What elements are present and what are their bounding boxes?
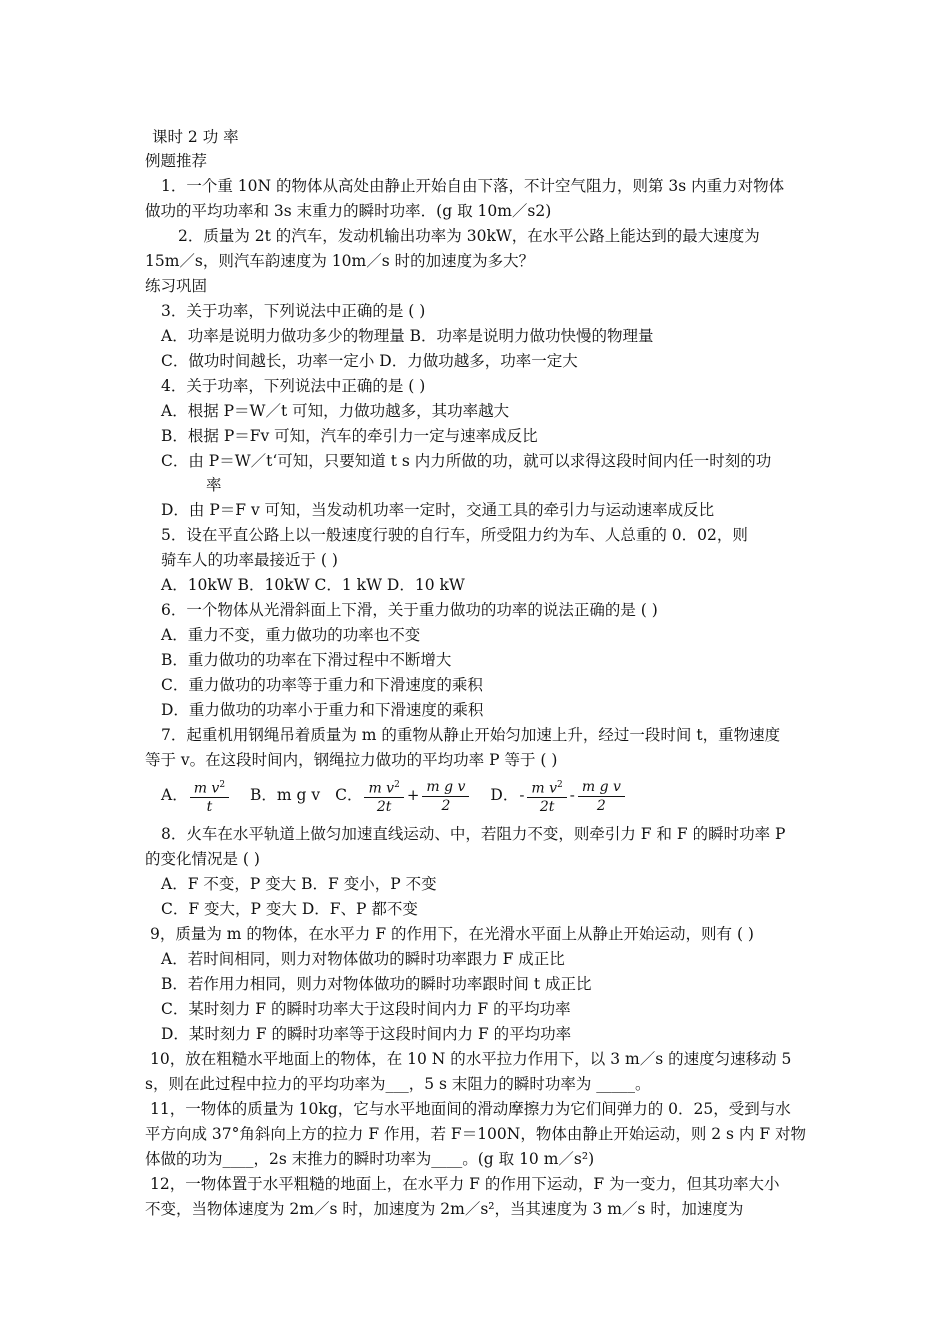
q6-stem: 6．一个物体从光滑斜面上下滑，关于重力做功的功率的说法正确的是 ( )	[161, 601, 658, 619]
q8-stem-2: 的变化情况是 ( )	[145, 850, 260, 868]
q7-option-a: A． $\frac{m v^2}{t}$	[161, 774, 231, 816]
q9-option-d: D．某时刻力 F 的瞬时功率等于这段时间内力 F 的平均功率	[161, 1025, 572, 1043]
q3-options-ab: A．功率是说明力做功多少的物理量 B．功率是说明力做功快慢的物理量	[161, 327, 654, 345]
section-heading-examples: 例题推荐	[145, 152, 208, 170]
q8-options-ab: A．F 不变，P 变大 B．F 变小，P 不变	[161, 875, 437, 893]
q11-line-1: 11，一物体的质量为 10kg，它与水平地面间的滑动摩擦力为它们间弹力的 0．25，受到与水	[150, 1100, 791, 1118]
q4-option-a: A．根据 P＝W／t 可知，力做功越多，其功率越大	[161, 402, 510, 420]
q10-line-1: 10，放在粗糙水平地面上的物体，在 10 N 的水平拉力作用下，以 3 m／s 的速度匀速移动 5	[150, 1050, 792, 1068]
lesson-title: 课时 2 功 率	[152, 128, 239, 146]
q6-option-d: D．重力做功的功率小于重力和下滑速度的乘积	[161, 701, 484, 719]
q11-line-2: 平方向成 37°角斜向上方的拉力 F 作用，若 F＝100N，物体由静止开始运动，则 2 s 内 F 对物	[145, 1125, 807, 1143]
q1-line-1: 1．一个重 10N 的物体从高处由静止开始自由下落，不计空气阻力，则第 3s 内重力对物体	[161, 177, 785, 195]
q7-stem-1: 7．起重机用钢绳吊着质量为 m 的重物从静止开始匀加速上升，经过一段时间 t，重物速度	[161, 726, 781, 744]
q9-option-b: B．若作用力相同，则力对物体做功的瞬时功率跟时间 t 成正比	[161, 975, 592, 993]
q9-option-c: C．某时刻力 F 的瞬时功率大于这段时间内力 F 的平均功率	[161, 1000, 571, 1018]
q7-option-b: B．m g v	[250, 786, 321, 804]
q12-line-1: 12，一物体置于水平粗糙的地面上，在水平力 F 的作用下运动，F 为一变力，但其功率大小	[150, 1175, 780, 1193]
q12-line-2: 不变，当物体速度为 2m／s 时，加速度为 2m／s²，当其速度为 3 m／s 时，加速度为	[145, 1200, 744, 1218]
q9-option-a: A．若时间相同，则力对物体做功的瞬时功率跟力 F 成正比	[161, 950, 565, 968]
q4-option-b: B．根据 P＝Fv 可知，汽车的牵引力一定与速率成反比	[161, 427, 538, 445]
q4-option-d: D．由 P＝F v 可知，当发动机功率一定时，交通工具的牵引力与运动速率成反比	[161, 501, 715, 519]
q2-line-1: 2．质量为 2t 的汽车，发动机输出功率为 30kW，在水平公路上能达到的最大速度为	[178, 227, 760, 245]
q7-option-c: C． $\frac{m v^2}{2t}$ + $\frac{\text{m g v}}{2}$	[335, 774, 471, 816]
q8-options-cd: C．F 变大，P 变大 D．F、P 都不变	[161, 900, 418, 918]
section-heading-practice: 练习巩固	[145, 277, 208, 295]
q9-stem: 9，质量为 m 的物体，在水平力 F 的作用下，在光滑水平面上从静止开始运动，则有 ( )	[150, 925, 754, 943]
q8-stem-1: 8．火车在水平轨道上做匀加速直线运动、中，若阻力不变，则牵引力 F 和 F 的瞬时功率 P	[161, 825, 786, 843]
q6-option-b: B．重力做功的功率在下滑过程中不断增大	[161, 651, 452, 669]
q5-stem-2: 骑车人的功率最接近于 ( )	[161, 551, 338, 569]
q3-stem: 3．关于功率，下列说法中正确的是 ( )	[161, 302, 426, 320]
q6-option-c: C．重力做功的功率等于重力和下滑速度的乘积	[161, 676, 483, 694]
q3-options-cd: C．做功时间越长，功率一定小 D．力做功越多，功率一定大	[161, 352, 578, 370]
q7-options	[161, 774, 627, 816]
q4-option-c: C．由 P＝W／t‘可知，只要知道 t s 内力所做的功，就可以求得这段时间内任一时刻的功	[161, 452, 772, 470]
fraction-a: $\frac{m v^2}{t}$	[190, 776, 229, 817]
q11-line-3: 体做的功为____，2s 末推力的瞬时功率为____。(g 取 10 m／s²)	[145, 1150, 595, 1168]
q2-line-2: 15m／s，则汽车韵速度为 10m／s 时的加速度为多大？	[145, 252, 535, 270]
q6-option-a: A．重力不变，重力做功的功率也不变	[161, 626, 421, 644]
q4-stem: 4．关于功率，下列说法中正确的是 ( )	[161, 377, 426, 395]
q7-option-d: D．- $\frac{m v^2}{2t}$ - $\frac{\text{m g v}}{2}$	[490, 774, 627, 816]
q7-stem-2: 等于 v。在这段时间内，钢绳拉力做功的平均功率 P 等于 ( )	[145, 751, 558, 769]
q5-stem-1: 5．设在平直公路上以一般速度行驶的自行车，所受阻力约为车、人总重的 0．02，则	[161, 526, 748, 544]
q4-option-c-cont: 率	[206, 476, 222, 494]
q5-options: A．10kW B．10kW C．1 kW D．10 kW	[161, 576, 465, 594]
q1-line-2: 做功的平均功率和 3s 末重力的瞬时功率．(g 取 10m／s2)	[145, 202, 552, 220]
q10-line-2: s，则在此过程中拉力的平均功率为___，5 s 末阻力的瞬时功率为 _____。	[145, 1075, 651, 1093]
